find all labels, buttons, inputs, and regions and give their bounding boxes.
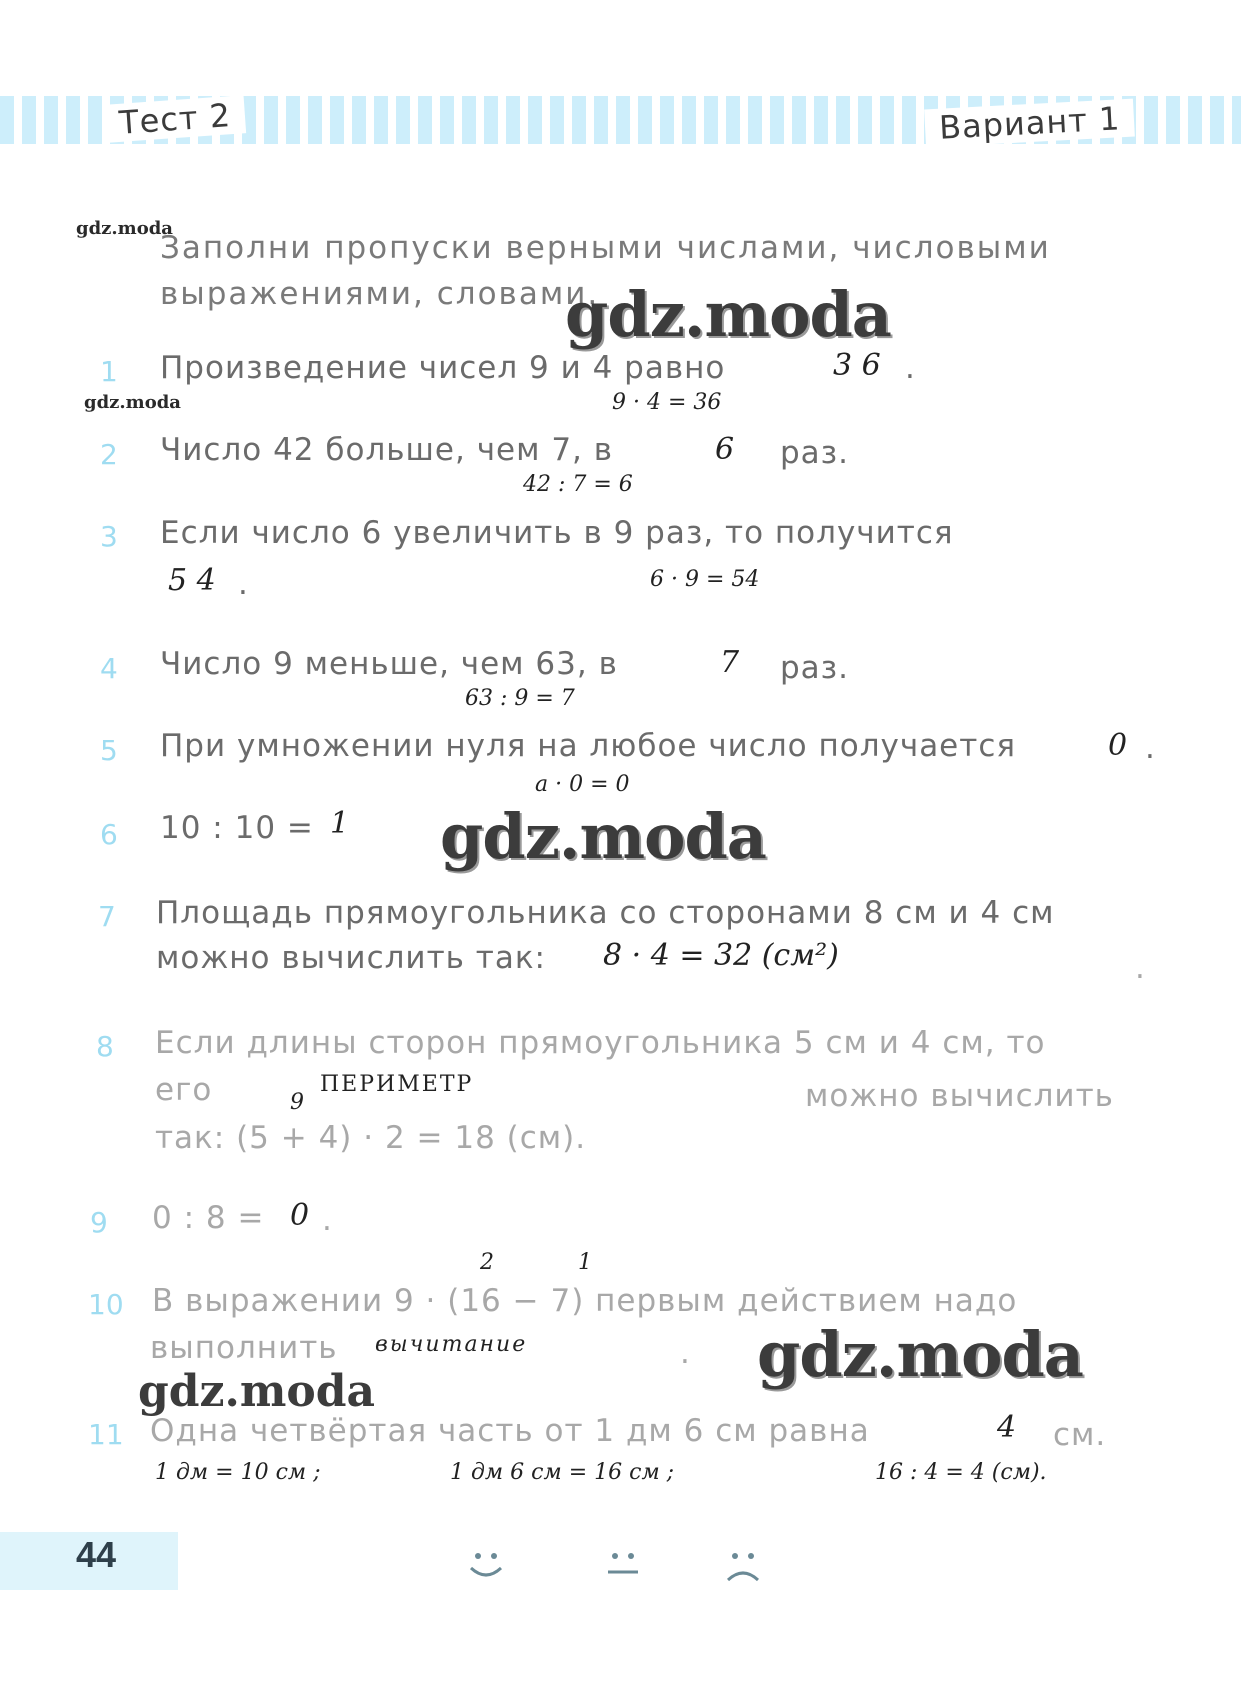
mark: 9	[290, 1090, 304, 1115]
order-mark: 1	[578, 1250, 592, 1275]
working: 9 · 4 = 36	[612, 390, 722, 415]
answer: 8 · 4 = 32 (см²)	[603, 938, 839, 973]
question-number: 10	[88, 1288, 124, 1321]
question-end: .	[1145, 730, 1156, 766]
question-text: 0 : 8 =	[152, 1200, 265, 1236]
question-end: .	[680, 1335, 691, 1371]
question-end: раз.	[780, 650, 850, 686]
test-title: Тест 2	[104, 95, 246, 143]
question-text: В выражении 9 · (16 − 7) первым действием надо	[152, 1283, 1018, 1319]
question-number: 6	[100, 818, 118, 851]
question-number: 7	[98, 900, 116, 933]
answer: 4	[997, 1410, 1017, 1445]
question-text: Число 42 больше, чем 7, в	[160, 432, 614, 468]
question-end: раз.	[780, 435, 850, 471]
watermark-medium: gdz.moda	[138, 1366, 376, 1417]
page-number: 44	[76, 1534, 117, 1575]
answer: 6	[715, 432, 735, 467]
question-number: 1	[100, 355, 118, 388]
question-text: так: (5 + 4) · 2 = 18 (см).	[155, 1120, 587, 1156]
working: 63 : 9 = 7	[465, 686, 575, 711]
task-instructions: Заполни пропуски верными числами, числовыми выражениями, словами.	[160, 230, 1051, 312]
variant-title: Вариант 1	[924, 99, 1135, 148]
question-end: см.	[1053, 1417, 1107, 1453]
answer: 3 6	[833, 348, 881, 383]
question-text: его	[155, 1072, 213, 1108]
question-number: 11	[88, 1418, 124, 1451]
question-text: Если длины сторон прямоугольника 5 см и 4 см, то	[155, 1025, 1046, 1061]
question-end: .	[322, 1202, 333, 1238]
question-text: выполнить	[150, 1330, 338, 1366]
watermark-large: gdz.moda	[757, 1318, 1083, 1391]
question-end: .	[1135, 950, 1146, 986]
question-number: 8	[96, 1030, 114, 1063]
answer: 1	[330, 806, 350, 841]
neutral-face-icon	[600, 1540, 646, 1586]
question-number: 4	[100, 652, 118, 685]
working: 6 · 9 = 54	[650, 567, 760, 592]
question-number: 3	[100, 520, 118, 553]
working: 1 дм 6 см = 16 см ;	[450, 1460, 675, 1485]
question-text: Площадь прямоугольника со сторонами 8 см и 4 см	[156, 895, 1055, 931]
question-number: 5	[100, 734, 118, 767]
answer: 0	[1108, 728, 1128, 763]
watermark-large: gdz.moda	[565, 278, 891, 351]
question-text: Произведение чисел 9 и 4 равно	[160, 350, 726, 386]
question-text: Если число 6 увеличить в 9 раз, то получится	[160, 515, 954, 551]
sad-face-icon	[720, 1540, 766, 1586]
answer: 5 4	[168, 563, 216, 598]
happy-face-icon	[463, 1540, 509, 1586]
working: 1 дм = 10 см ;	[155, 1460, 321, 1485]
working: 42 : 7 = 6	[523, 472, 633, 497]
question-text: При умножении нуля на любое число получается	[160, 728, 1017, 764]
question-text: можно вычислить так:	[156, 940, 546, 976]
question-text: 10 : 10 =	[160, 810, 314, 846]
working: 16 : 4 = 4 (см).	[875, 1460, 1047, 1485]
question-text: Одна четвёртая часть от 1 дм 6 см равна	[150, 1413, 870, 1449]
answer: ПЕРИМЕТР	[320, 1072, 474, 1097]
watermark-small: gdz.moda	[84, 392, 181, 413]
question-number: 9	[90, 1206, 108, 1239]
watermark-small: gdz.moda	[76, 218, 173, 239]
working: a · 0 = 0	[535, 772, 630, 797]
question-text: можно вычислить	[805, 1078, 1114, 1114]
question-end: .	[238, 566, 249, 602]
watermark-large: gdz.moda	[440, 800, 766, 873]
answer: вычитание	[375, 1332, 528, 1357]
question-number: 2	[100, 438, 118, 471]
question-text: Число 9 меньше, чем 63, в	[160, 646, 618, 682]
answer: 0	[290, 1198, 310, 1233]
order-mark: 2	[480, 1250, 494, 1275]
question-end: .	[905, 350, 916, 386]
answer: 7	[720, 645, 740, 680]
